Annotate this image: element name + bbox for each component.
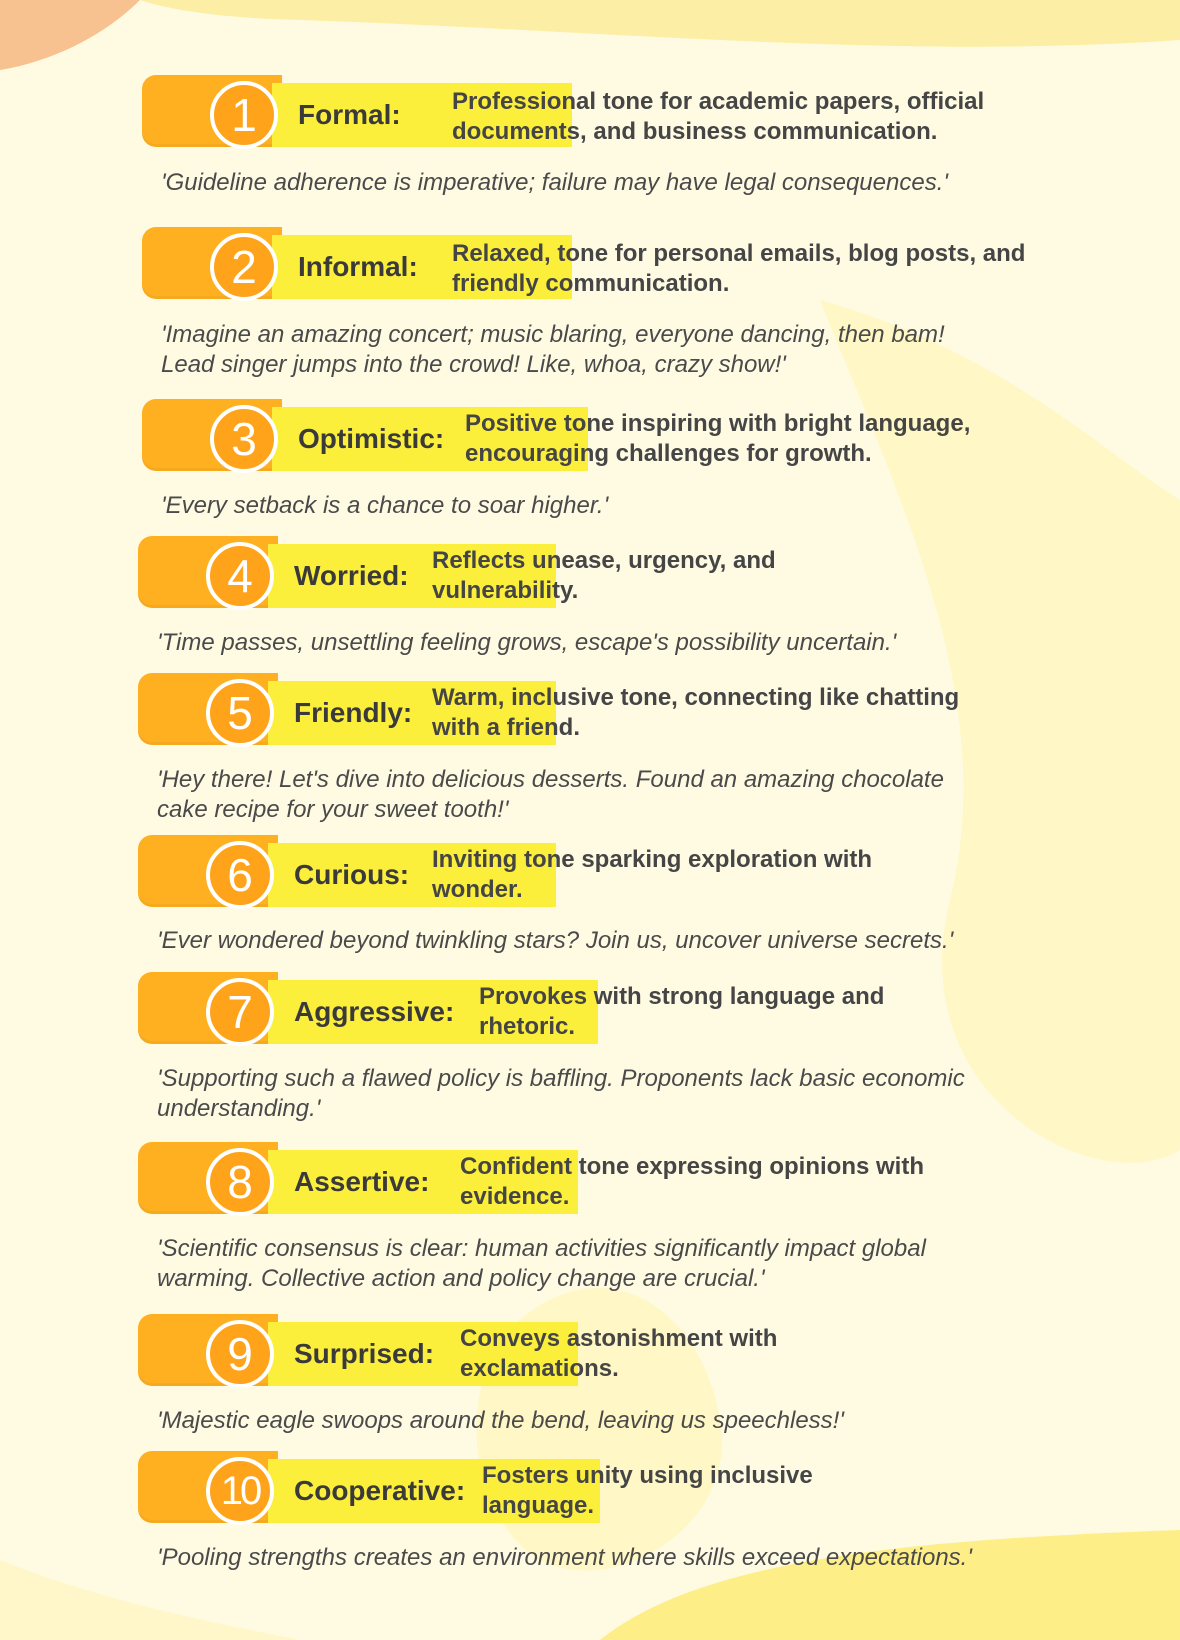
tone-label: Cooperative: [294, 1475, 466, 1506]
tone-label: Worried: [294, 560, 409, 591]
tone-example: 'Guideline adherence is imperative; failure may have legal consequences.' [161, 169, 948, 196]
tone-example: 'Every setback is a chance to soar higher.' [161, 492, 609, 519]
number-badge: 2 [210, 233, 278, 301]
tone-label: Assertive: [294, 1166, 430, 1197]
tone-description: Provokes with strong language and rhetoric. [479, 983, 885, 1040]
tone-label: Formal: [298, 99, 401, 130]
tone-example: 'Time passes, unsettling feeling grows, escape's possibility uncertain.' [157, 629, 897, 656]
tone-description: Professional tone for academic papers, official documents, and business communication. [452, 88, 985, 145]
number-badge: 8 [206, 1148, 274, 1216]
tone-description: Conveys astonishment with exclamations. [460, 1325, 778, 1382]
tone-label: Surprised: [294, 1338, 435, 1369]
number-badge: 9 [206, 1320, 274, 1388]
number-badge: 10 [206, 1457, 274, 1525]
tone-example: 'Imagine an amazing concert; music blaring, everyone dancing, then bam! Lead singer jumps into the crowd! Like, whoa, crazy show!' [161, 321, 945, 378]
number-badge: 7 [206, 978, 274, 1046]
tone-description: Confident tone expressing opinions with evidence. [460, 1153, 925, 1210]
tone-description: Relaxed, tone for personal emails, blog posts, and friendly communication. [452, 240, 1026, 297]
tone-label: Informal: [298, 251, 418, 282]
tone-description: Inviting tone sparking exploration with wonder. [432, 846, 873, 903]
tone-label: Friendly: [294, 697, 413, 728]
number-badge: 1 [210, 81, 278, 149]
number-badge: 4 [206, 542, 274, 610]
number-badge: 6 [206, 841, 274, 909]
tone-example: 'Majestic eagle swoops around the bend, leaving us speechless!' [157, 1407, 844, 1434]
tone-example: 'Supporting such a flawed policy is baffling. Proponents lack basic economic understanding.' [157, 1065, 965, 1122]
tone-example: 'Scientific consensus is clear: human activities significantly impact global warming. Collective action and policy change are crucial.' [157, 1235, 926, 1292]
number-badge: 3 [210, 405, 278, 473]
tone-description: Fosters unity using inclusive language. [482, 1462, 813, 1519]
tone-example: 'Pooling strengths creates an environment where skills exceed expectations.' [157, 1544, 972, 1571]
tone-label: Optimistic: [298, 423, 445, 454]
tone-example: 'Ever wondered beyond twinkling stars? Join us, uncover universe secrets.' [157, 927, 954, 954]
tone-label: Curious: [294, 859, 410, 890]
tone-example: 'Hey there! Let's dive into delicious desserts. Found an amazing chocolate cake recipe for your sweet tooth!' [157, 766, 944, 823]
tone-description: Reflects unease, urgency, and vulnerability. [432, 547, 776, 604]
number-badge: 5 [206, 679, 274, 747]
tone-description: Warm, inclusive tone, connecting like chatting with a friend. [432, 684, 960, 741]
tone-label: Aggressive: [294, 996, 455, 1027]
tone-description: Positive tone inspiring with bright language, encouraging challenges for growth. [465, 410, 971, 467]
